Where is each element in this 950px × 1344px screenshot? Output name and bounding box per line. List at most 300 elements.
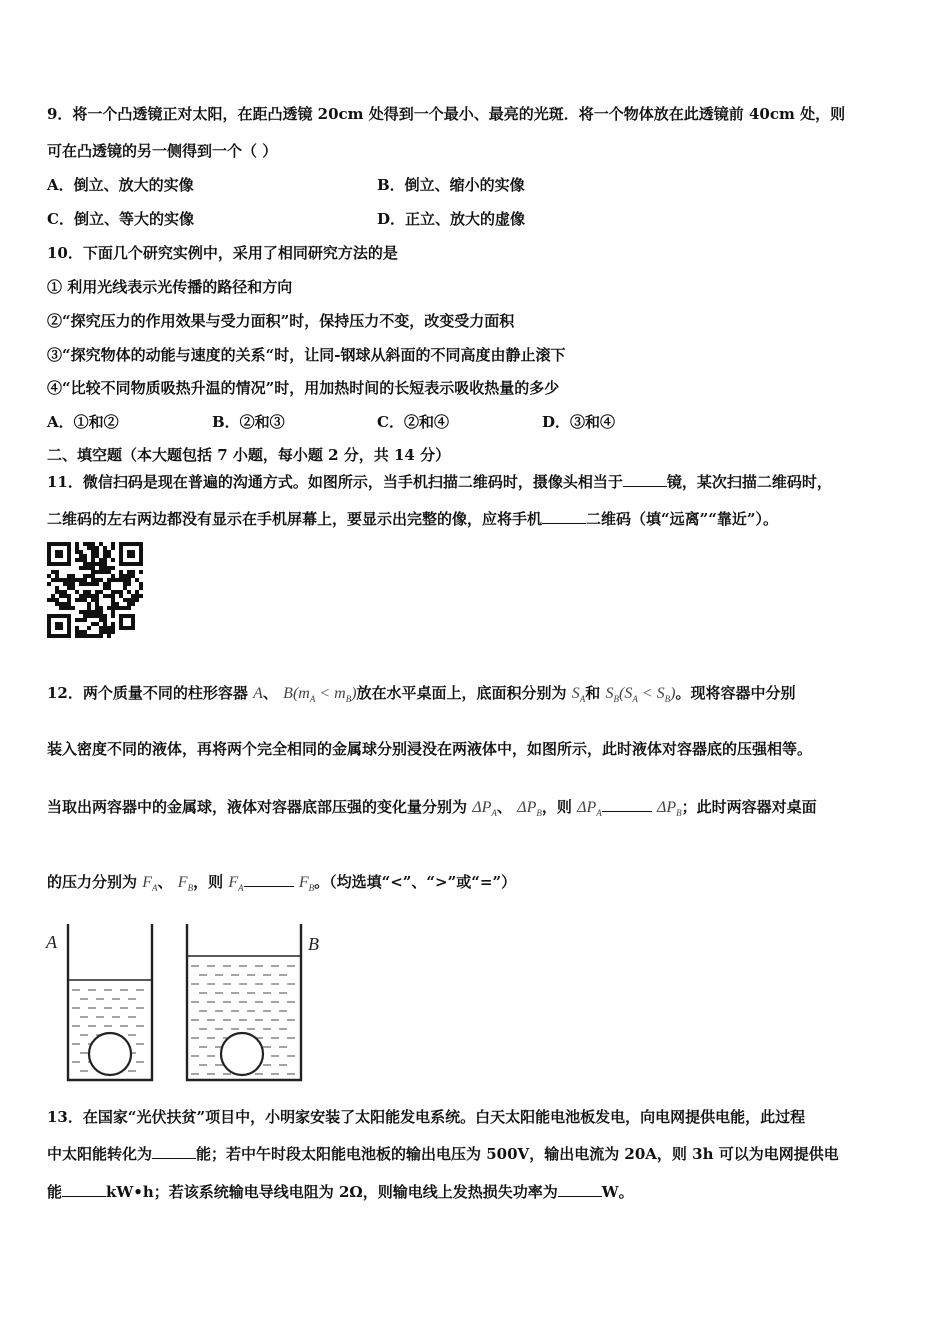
qr-module [87, 606, 91, 610]
force-fa-symbol [228, 874, 244, 894]
qr-module [95, 582, 99, 586]
qr-module [123, 586, 127, 590]
qr-module [103, 566, 107, 570]
q9-stem-line2: 可在凸透镜的另一侧得到一个（ ） [47, 142, 278, 160]
qr-module [107, 578, 111, 582]
qr-module [87, 542, 91, 546]
qr-module [119, 590, 123, 594]
q11-text: 二维码的左右两边都没有显示在手机屏幕上，要显示出完整的像，应将手机 [47, 510, 543, 528]
qr-module [91, 562, 95, 566]
qr-module [67, 574, 71, 578]
math-sub: A [632, 694, 638, 705]
qr-module [119, 570, 123, 574]
qr-module [103, 546, 107, 550]
q12-line4 [47, 871, 516, 893]
qr-module [99, 614, 103, 618]
qr-module [103, 630, 107, 634]
q9-option-c: C．倒立、等大的实像 [47, 210, 194, 228]
math-text: < m [315, 685, 346, 702]
section-heading: 二、填空题（本大题包括 7 小题，每小题 2 分，共 14 分） [47, 446, 451, 464]
math-text: S [605, 685, 614, 702]
qr-module [103, 558, 107, 562]
math-sub: A [579, 694, 586, 705]
qr-module [91, 598, 95, 602]
q12-text: 当取出两容器中的金属球，液体对容器底部压强的变化量分别为 [47, 798, 468, 816]
math-sub: B [345, 694, 352, 705]
qr-module [95, 562, 99, 566]
qr-module [75, 542, 79, 546]
qr-module [91, 622, 95, 626]
qr-module [127, 578, 131, 582]
qr-module [123, 598, 127, 602]
math-text: ) [670, 685, 676, 702]
qr-module [47, 574, 51, 578]
qr-module [111, 630, 115, 634]
qr-module [67, 578, 71, 582]
math-text: ΔP [577, 799, 597, 816]
qr-module [103, 618, 107, 622]
qr-module [79, 578, 83, 582]
qr-module [99, 626, 103, 630]
answer-blank[interactable] [152, 1144, 196, 1159]
qr-module [83, 618, 87, 622]
q11-text: 镜，某次扫描二维码时， [666, 473, 832, 491]
qr-module [79, 594, 83, 598]
area-sb-symbol [605, 685, 676, 705]
qr-module [95, 622, 99, 626]
qr-module [139, 594, 143, 598]
qr-module [79, 618, 83, 622]
qr-module [91, 574, 95, 578]
qr-module [83, 562, 87, 566]
qr-module [111, 622, 115, 626]
q9-stem-line1: 9．将一个凸透镜正对太阳，在距凸透镜 20cm 处得到一个最小、最亮的光斑．将一个物体放在此透镜前 40cm 处，则 [47, 105, 846, 123]
qr-module [99, 542, 103, 546]
qr-module [123, 578, 127, 582]
math-sub: B [613, 694, 620, 705]
qr-module [51, 598, 55, 602]
q12-text: 、 [496, 798, 512, 816]
qr-module [99, 630, 103, 634]
qr-module [103, 554, 107, 558]
q12-text: 和 [585, 684, 601, 702]
answer-blank[interactable] [62, 1182, 106, 1197]
q10-item-2: ②“探究压力的作用效果与受力面积”时，保持压力不变，改变受力面积 [47, 312, 515, 330]
qr-module [139, 586, 143, 590]
label-b: B [308, 934, 319, 954]
q9-option-a: A．倒立、放大的实像 [47, 176, 194, 194]
qr-module [87, 610, 91, 614]
qr-module [107, 566, 111, 570]
qr-module [55, 574, 59, 578]
qr-module [83, 558, 87, 562]
qr-module [83, 610, 87, 614]
q10-option-a: A．①和② [47, 413, 119, 431]
qr-module [83, 590, 87, 594]
qr-module [83, 542, 87, 546]
q11-text: 二维码（填“远离”“靠近”）。 [586, 510, 779, 528]
math-sub: A [238, 883, 244, 894]
qr-module [115, 590, 119, 594]
qr-module [127, 570, 131, 574]
math-text: < S [637, 685, 665, 702]
qr-module [79, 554, 83, 558]
qr-module [91, 594, 95, 598]
qr-module [55, 598, 59, 602]
qr-module [79, 566, 83, 570]
qr-module [83, 630, 87, 634]
qr-module [63, 606, 67, 610]
qr-module [107, 570, 111, 574]
qr-module [139, 582, 143, 586]
delta-pa-symbol [577, 799, 602, 819]
delta-pa-symbol [472, 799, 497, 819]
qr-module [131, 574, 135, 578]
math-text: ) [351, 685, 357, 702]
qr-module [63, 578, 67, 582]
qr-module [99, 570, 103, 574]
qr-module [99, 562, 103, 566]
q10-option-c: C．②和④ [377, 413, 449, 431]
qr-module [71, 606, 75, 610]
qr-module [59, 606, 63, 610]
qr-module [95, 634, 99, 638]
qr-module [71, 574, 75, 578]
math-text: (S [619, 685, 633, 702]
q13-line2 [47, 1143, 839, 1164]
q11-line1 [47, 471, 832, 492]
qr-module [99, 566, 103, 570]
qr-module [127, 606, 131, 610]
qr-module [111, 610, 115, 614]
qr-module [91, 614, 95, 618]
qr-module [67, 606, 71, 610]
qr-module [99, 558, 103, 562]
qr-module [91, 582, 95, 586]
qr-module [91, 546, 95, 550]
answer-blank[interactable] [558, 1182, 602, 1197]
q12-text: ，则 [193, 873, 224, 891]
qr-module [111, 606, 115, 610]
qr-module [87, 566, 91, 570]
qr-module [71, 578, 75, 582]
force-fb-symbol [177, 874, 194, 894]
qr-module [71, 582, 75, 586]
qr-module [123, 582, 127, 586]
answer-blank[interactable] [623, 472, 667, 487]
math-sub: B [308, 883, 315, 894]
q12-text: 12．两个质量不同的柱形容器 [47, 684, 248, 702]
q12-line3 [47, 796, 817, 818]
qr-module [111, 598, 115, 602]
qr-module [75, 546, 79, 550]
qr-module [87, 614, 91, 618]
delta-pb-symbol [657, 799, 682, 819]
q12-text: ，则 [541, 798, 572, 816]
qr-module [107, 594, 111, 598]
qr-module [115, 602, 119, 606]
answer-blank[interactable] [602, 797, 652, 812]
q12-text: 。现将容器中分别 [675, 684, 796, 702]
qr-module [83, 594, 87, 598]
q13-text: W。 [601, 1183, 634, 1201]
qr-module [83, 566, 87, 570]
qr-module [95, 578, 99, 582]
container-b [187, 924, 301, 1080]
qr-module [51, 594, 55, 598]
qr-module [87, 546, 91, 550]
qr-module [131, 594, 135, 598]
answer-blank[interactable] [244, 872, 294, 887]
qr-module [67, 586, 71, 590]
qr-module [79, 598, 83, 602]
qr-module [79, 610, 83, 614]
q10-item-3: ③“探究物体的动能与速度的关系“时，让同-钢球从斜面的不同高度由静止滚下 [47, 346, 566, 364]
qr-module [47, 582, 51, 586]
qr-module [127, 574, 131, 578]
math-text: (m [292, 685, 310, 702]
q10-stem: 10．下面几个研究实例中，采用了相同研究方法的是 [47, 244, 398, 262]
math-sub: A [309, 694, 316, 705]
qr-module [83, 554, 87, 558]
qr-module [83, 582, 87, 586]
qr-module [95, 614, 99, 618]
qr-module [111, 566, 115, 570]
qr-module [135, 598, 139, 602]
qr-module [75, 578, 79, 582]
math-sub: B [664, 694, 671, 705]
qr-module [131, 602, 135, 606]
math-text: F [142, 874, 153, 891]
q10-item-1: ① 利用光线表示光传播的路径和方向 [47, 278, 293, 296]
q12-text: 放在水平桌面上，底面积分别为 [356, 684, 567, 702]
q12-line2: 装入密度不同的液体，再将两个完全相同的金属球分别浸没在两液体中，如图所示，此时液体对容器底的压强相等。 [47, 740, 813, 758]
qr-module [95, 598, 99, 602]
qr-module [127, 582, 131, 586]
qr-module [75, 550, 79, 554]
math-sub: A [596, 808, 602, 819]
qr-module [55, 570, 59, 574]
qr-module [95, 602, 99, 606]
qr-module [59, 602, 63, 606]
qr-module [79, 582, 83, 586]
qr-module [127, 590, 131, 594]
q12-text: ；此时两容器对桌面 [681, 798, 817, 816]
q13-text: 能；若中午时段太阳能电池板的输出电压为 500V，输出电流为 20A，则 3h 可以为电网提供电 [196, 1145, 839, 1163]
math-text: B [283, 685, 293, 702]
qr-module [91, 566, 95, 570]
qr-module [131, 570, 135, 574]
qr-module [103, 582, 107, 586]
qr-module [63, 582, 67, 586]
qr-module [123, 574, 127, 578]
qr-module [75, 558, 79, 562]
math-sub: A [491, 808, 497, 819]
qr-module [87, 594, 91, 598]
q12-text: 的压力分别为 [47, 873, 138, 891]
qr-module [103, 622, 107, 626]
q13-line1: 13．在国家“光伏扶贫”项目中，小明家安装了太阳能发电系统。白天太阳能电池板发电，向电网提供电能，此过程 [47, 1108, 806, 1126]
qr-module [127, 598, 131, 602]
qr-module [63, 602, 67, 606]
container-a [68, 924, 152, 1080]
qr-module [75, 618, 79, 622]
qr-module [87, 602, 91, 606]
qr-module [135, 578, 139, 582]
qr-module [59, 590, 63, 594]
qr-module [55, 578, 59, 582]
math-sub: A [152, 883, 158, 894]
delta-pb-symbol [517, 799, 542, 819]
qr-module [63, 594, 67, 598]
containers-figure [44, 918, 334, 1086]
qr-module [87, 626, 91, 630]
force-fb-symbol [298, 874, 315, 894]
qr-module [55, 602, 59, 606]
qr-module [71, 586, 75, 590]
qr-module [99, 634, 103, 638]
q12-line1 [47, 682, 795, 704]
qr-module [123, 606, 127, 610]
q10-option-d: D．③和④ [542, 413, 616, 431]
qr-module [75, 626, 79, 630]
qr-module [107, 554, 111, 558]
qr-module [75, 630, 79, 634]
qr-module [59, 594, 63, 598]
qr-module [103, 550, 107, 554]
qr-module [59, 578, 63, 582]
qr-module [51, 570, 55, 574]
qr-module [91, 570, 95, 574]
qr-module [95, 590, 99, 594]
qr-module [115, 606, 119, 610]
qr-module [111, 546, 115, 550]
qr-module [79, 558, 83, 562]
qr-module [79, 550, 83, 554]
qr-module [83, 574, 87, 578]
qr-module [131, 598, 135, 602]
qr-code-image [47, 542, 143, 638]
qr-module [111, 626, 115, 630]
qr-module [95, 594, 99, 598]
qr-module [107, 586, 111, 590]
qr-module [99, 610, 103, 614]
q13-text: 能 [47, 1183, 63, 1201]
qr-module [55, 590, 59, 594]
qr-module [95, 570, 99, 574]
qr-module [99, 606, 103, 610]
qr-module [91, 554, 95, 558]
force-fa-symbol [142, 874, 158, 894]
qr-module [95, 554, 99, 558]
qr-module [103, 594, 107, 598]
qr-module [111, 602, 115, 606]
qr-module [75, 634, 79, 638]
math-text: ΔP [517, 799, 537, 816]
q12-text: 。（均选填“<”、“>”或“=”） [314, 873, 517, 891]
qr-module [79, 634, 83, 638]
math-text: ΔP [657, 799, 677, 816]
q11-line2 [47, 508, 778, 529]
qr-module [119, 574, 123, 578]
qr-module [87, 634, 91, 638]
qr-module [67, 602, 71, 606]
qr-module [79, 630, 83, 634]
q12-text: 、 [157, 873, 173, 891]
qr-module [83, 598, 87, 602]
qr-module [91, 578, 95, 582]
container-a-symbol: A [253, 685, 263, 702]
qr-module [55, 586, 59, 590]
container-b-symbol [283, 685, 357, 705]
qr-module [111, 542, 115, 546]
qr-module [75, 598, 79, 602]
qr-module [67, 582, 71, 586]
qr-module [107, 606, 111, 610]
q9-option-b: B．倒立、缩小的实像 [377, 176, 525, 194]
qr-module [111, 558, 115, 562]
qr-module [83, 634, 87, 638]
qr-module [91, 542, 95, 546]
q12-text: 、 [262, 684, 278, 702]
qr-module [127, 602, 131, 606]
qr-module [99, 618, 103, 622]
qr-module [87, 590, 91, 594]
math-text: F [298, 874, 309, 891]
qr-module [111, 590, 115, 594]
qr-module [107, 634, 111, 638]
qr-module [67, 598, 71, 602]
qr-module [119, 578, 123, 582]
qr-module [91, 610, 95, 614]
qr-module [91, 558, 95, 562]
qr-module [103, 626, 107, 630]
qr-module [87, 582, 91, 586]
qr-module [107, 626, 111, 630]
math-text: S [571, 685, 580, 702]
qr-module [99, 578, 103, 582]
qr-module [95, 610, 99, 614]
qr-module [107, 582, 111, 586]
qr-module [95, 606, 99, 610]
math-text: ΔP [472, 799, 492, 816]
qr-module [67, 594, 71, 598]
qr-module [83, 614, 87, 618]
qr-module [107, 630, 111, 634]
qr-module [95, 546, 99, 550]
qr-module [91, 634, 95, 638]
qr-module [47, 598, 51, 602]
qr-module [75, 590, 79, 594]
math-text: F [177, 874, 188, 891]
qr-module [63, 590, 67, 594]
answer-blank[interactable] [542, 509, 586, 524]
qr-module [139, 570, 143, 574]
qr-module [103, 562, 107, 566]
qr-module [103, 570, 107, 574]
q9-option-d: D．正立、放大的虚像 [377, 210, 526, 228]
qr-module [95, 550, 99, 554]
area-sa-symbol [571, 685, 586, 705]
qr-module [111, 578, 115, 582]
math-text: F [228, 874, 239, 891]
qr-module [111, 614, 115, 618]
qr-module [135, 590, 139, 594]
qr-module [115, 578, 119, 582]
q13-text: 中太阳能转化为 [47, 1145, 153, 1163]
qr-module [135, 594, 139, 598]
qr-module [107, 550, 111, 554]
